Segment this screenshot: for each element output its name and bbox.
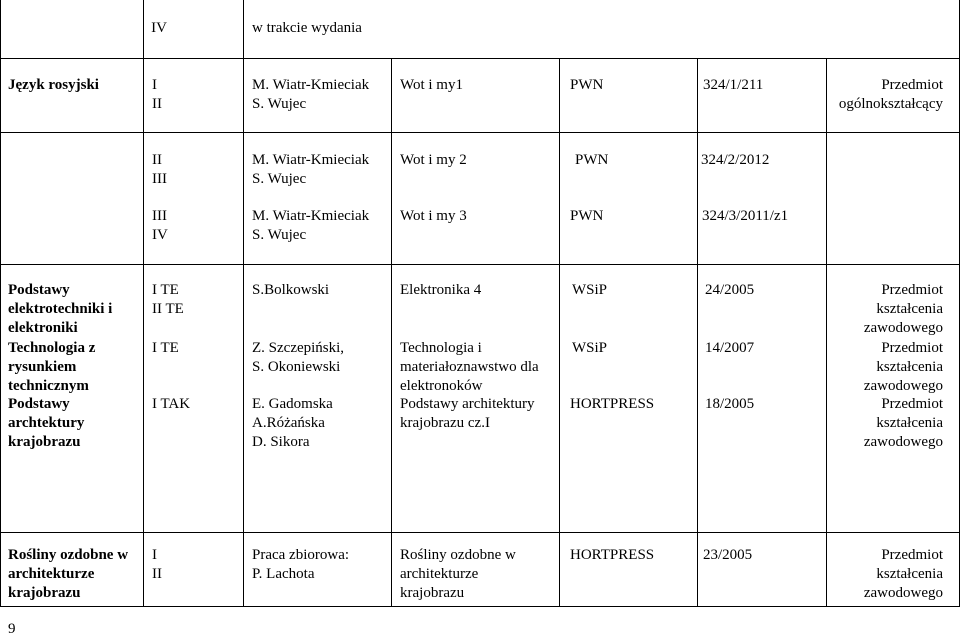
authors-cell: Praca zbiorowa: P. Lachota xyxy=(252,547,350,582)
number-cell: 324/2/2012 xyxy=(701,152,770,168)
authors-cell: Z. Szczepiński, S. Okoniewski xyxy=(252,340,345,375)
subject-cell: Technologia z rysunkiem technicznym xyxy=(8,340,96,394)
subject-cell: Podstawy elektrotechniki i elektroniki xyxy=(8,282,113,336)
number-cell: 14/2007 xyxy=(705,340,755,356)
number-cell: 324/1/211 xyxy=(703,77,764,93)
table-border-v xyxy=(143,0,144,607)
subject-cell: Rośliny ozdobne w architekturze krajobrazu xyxy=(8,547,129,601)
table-border-v xyxy=(559,58,560,607)
class-cell: I TE II TE xyxy=(152,282,184,317)
class-cell: I TAK xyxy=(152,396,191,412)
type-cell: Przedmiot kształcenia zawodowego xyxy=(863,396,943,450)
class-cell: IV xyxy=(151,20,167,36)
table-border-h xyxy=(0,58,960,59)
title-cell: Elektronika 4 xyxy=(400,282,482,298)
table-border-v xyxy=(243,0,244,607)
subject-cell: Podstawy archtektury krajobrazu xyxy=(8,396,85,450)
type-cell: Przedmiot ogólnokształcący xyxy=(838,77,943,112)
number-cell: 18/2005 xyxy=(705,396,755,412)
subject-cell: Język rosyjski xyxy=(8,77,99,93)
page-number: 9 xyxy=(8,621,16,637)
number-cell: 23/2005 xyxy=(703,547,753,563)
publisher-cell: PWN xyxy=(570,208,604,224)
number-cell: 24/2005 xyxy=(705,282,755,298)
type-cell: Przedmiot kształcenia zawodowego xyxy=(863,340,943,394)
title-cell: Wot i my1 xyxy=(400,77,463,93)
table-border-h xyxy=(0,532,960,533)
publisher-cell: WSiP xyxy=(572,340,608,356)
type-cell: Przedmiot kształcenia zawodowego xyxy=(863,282,943,336)
class-cell: I II xyxy=(152,77,162,112)
table-border-v xyxy=(697,58,698,607)
table-border-v xyxy=(391,58,392,607)
publisher-cell: HORTPRESS xyxy=(570,396,655,412)
class-cell: I TE xyxy=(152,340,179,356)
class-cell: II III xyxy=(152,152,167,187)
publisher-cell: PWN xyxy=(575,152,609,168)
class-cell: I II xyxy=(152,547,162,582)
class-cell: III IV xyxy=(152,208,168,243)
publisher-cell: WSiP xyxy=(572,282,608,298)
type-cell: Przedmiot kształcenia zawodowego xyxy=(863,547,943,601)
title-cell: Rośliny ozdobne w architekturze krajobrazu xyxy=(400,547,516,601)
number-cell: 324/3/2011/z1 xyxy=(702,208,789,224)
table-border-v xyxy=(0,0,1,607)
status-cell: w trakcie wydania xyxy=(252,20,362,36)
publisher-cell: PWN xyxy=(570,77,604,93)
authors-cell: S.Bolkowski xyxy=(252,282,330,298)
table-border-h xyxy=(0,132,960,133)
title-cell: Podstawy architektury krajobrazu cz.I xyxy=(400,396,535,431)
authors-cell: M. Wiatr-Kmieciak S. Wujec xyxy=(252,208,370,243)
table-border-h xyxy=(0,606,960,607)
authors-cell: M. Wiatr-Kmieciak S. Wujec xyxy=(252,77,370,112)
title-cell: Wot i my 3 xyxy=(400,208,467,224)
publisher-cell: HORTPRESS xyxy=(570,547,655,563)
table-border-h xyxy=(0,264,960,265)
title-cell: Technologia i materiałoznawstwo dla elektronoków xyxy=(400,340,539,394)
authors-cell: M. Wiatr-Kmieciak S. Wujec xyxy=(252,152,370,187)
title-cell: Wot i my 2 xyxy=(400,152,467,168)
authors-cell: E. Gadomska A.Różańska D. Sikora xyxy=(252,396,333,450)
